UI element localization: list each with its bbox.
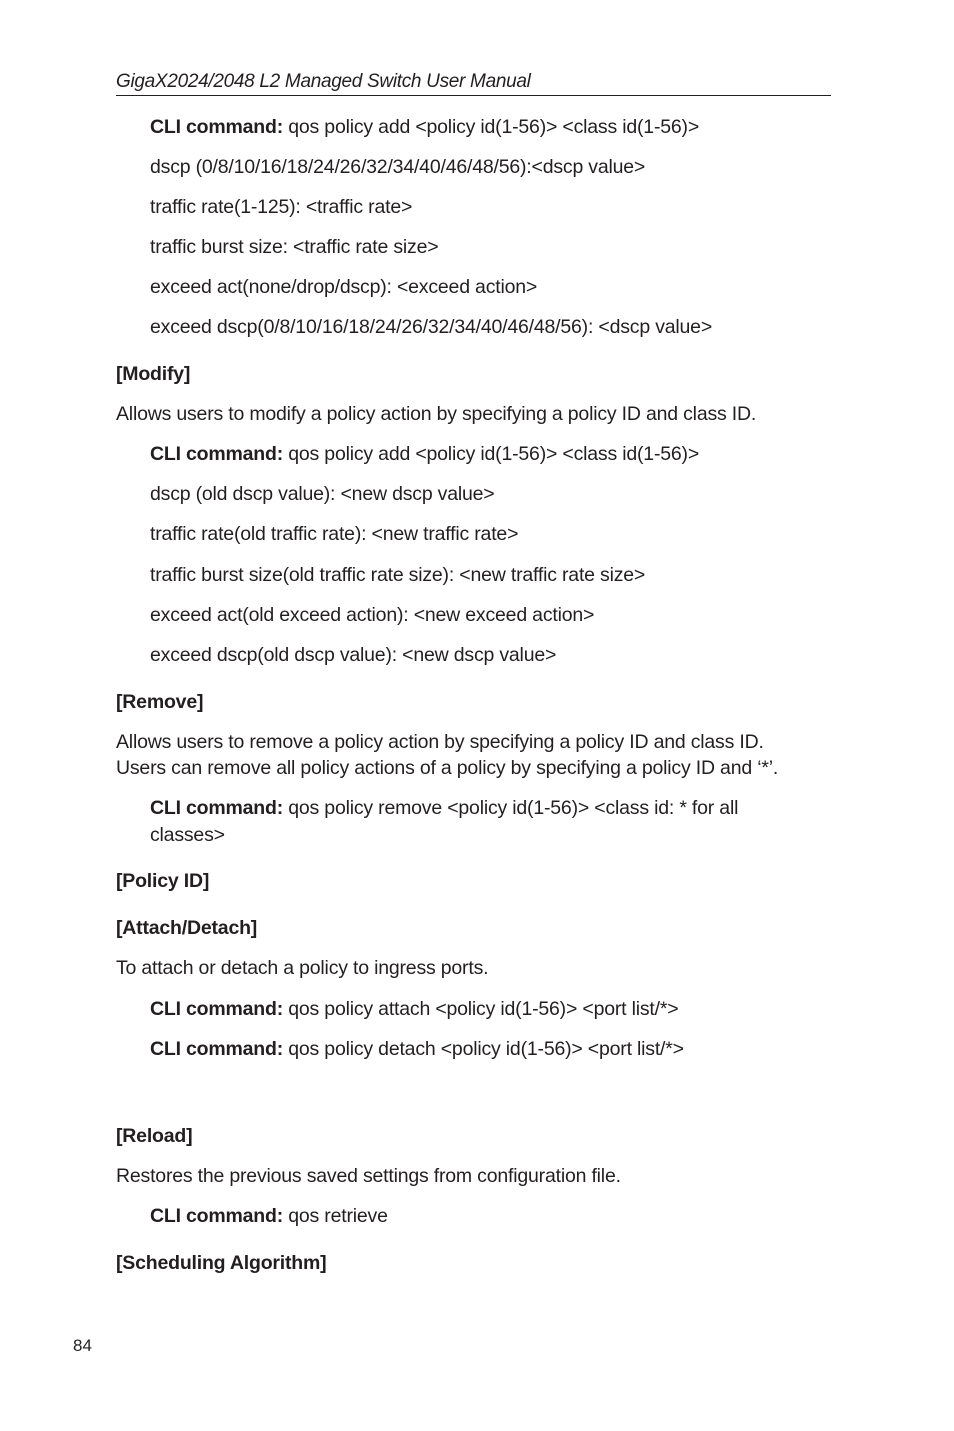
modify-exceed-dscp: exceed dscp(old dscp value): <new dscp value> xyxy=(150,644,557,666)
page-number: 84 xyxy=(73,1336,92,1355)
cli-label: CLI command: xyxy=(150,116,284,138)
add-exceed-dscp: exceed dscp(0/8/10/16/18/24/26/32/34/40/46/48/56): <dscp value> xyxy=(150,316,713,338)
remove-description-1: Allows users to remove a policy action by specifying a policy ID and class ID. xyxy=(116,731,764,753)
detach-cli-line xyxy=(150,1036,684,1062)
reload-heading: [Reload] xyxy=(116,1125,193,1147)
reload-command: qos retrieve xyxy=(283,1205,388,1227)
attach-detach-heading: [Attach/Detach] xyxy=(116,917,258,939)
add-traffic-rate: traffic rate(1-125): <traffic rate> xyxy=(150,196,413,218)
detach-command: qos policy detach <policy id(1-56)> <port list/*> xyxy=(283,1038,684,1060)
remove-cli-line xyxy=(150,795,738,821)
cli-label: CLI command: xyxy=(150,1205,284,1227)
modify-traffic-rate: traffic rate(old traffic rate): <new traffic rate> xyxy=(150,523,519,545)
remove-description-2: Users can remove all policy actions of a policy by specifying a policy ID and ‘*’. xyxy=(116,757,779,779)
cli-label: CLI command: xyxy=(150,1038,284,1060)
add-dscp: dscp (0/8/10/16/18/24/26/32/34/40/46/48/56):<dscp value> xyxy=(150,156,646,178)
reload-description: Restores the previous saved settings from configuration file. xyxy=(116,1165,621,1187)
cli-label: CLI command: xyxy=(150,443,284,465)
modify-description: Allows users to modify a policy action by specifying a policy ID and class ID. xyxy=(116,403,757,425)
modify-burst-size: traffic burst size(old traffic rate size): <new traffic rate size> xyxy=(150,564,646,586)
modify-exceed-act: exceed act(old exceed action): <new exceed action> xyxy=(150,604,595,626)
reload-cli-line xyxy=(150,1203,388,1229)
remove-heading: [Remove] xyxy=(116,691,204,713)
add-exceed-act: exceed act(none/drop/dscp): <exceed action> xyxy=(150,276,538,298)
modify-heading: [Modify] xyxy=(116,363,191,385)
modify-command: qos policy add <policy id(1-56)> <class id(1-56)> xyxy=(283,443,700,465)
cli-label: CLI command: xyxy=(150,797,284,819)
remove-command: qos policy remove <policy id(1-56)> <class id: * for all xyxy=(283,797,739,819)
add-burst-size: traffic burst size: <traffic rate size> xyxy=(150,236,439,258)
add-command: qos policy add <policy id(1-56)> <class id(1-56)> xyxy=(283,116,700,138)
policy-id-heading: [Policy ID] xyxy=(116,870,210,892)
cli-label: CLI command: xyxy=(150,998,284,1020)
attach-description: To attach or detach a policy to ingress ports. xyxy=(116,957,489,979)
modify-cli-line xyxy=(150,441,699,467)
scheduling-heading: [Scheduling Algorithm] xyxy=(116,1252,327,1274)
attach-cli-line xyxy=(150,996,678,1022)
add-cli-line xyxy=(150,114,699,140)
attach-command: qos policy attach <policy id(1-56)> <port list/*> xyxy=(283,998,679,1020)
remove-command-cont: classes> xyxy=(150,824,225,846)
modify-dscp: dscp (old dscp value): <new dscp value> xyxy=(150,483,495,505)
manual-header: GigaX2024/2048 L2 Managed Switch User Manual xyxy=(116,71,831,96)
